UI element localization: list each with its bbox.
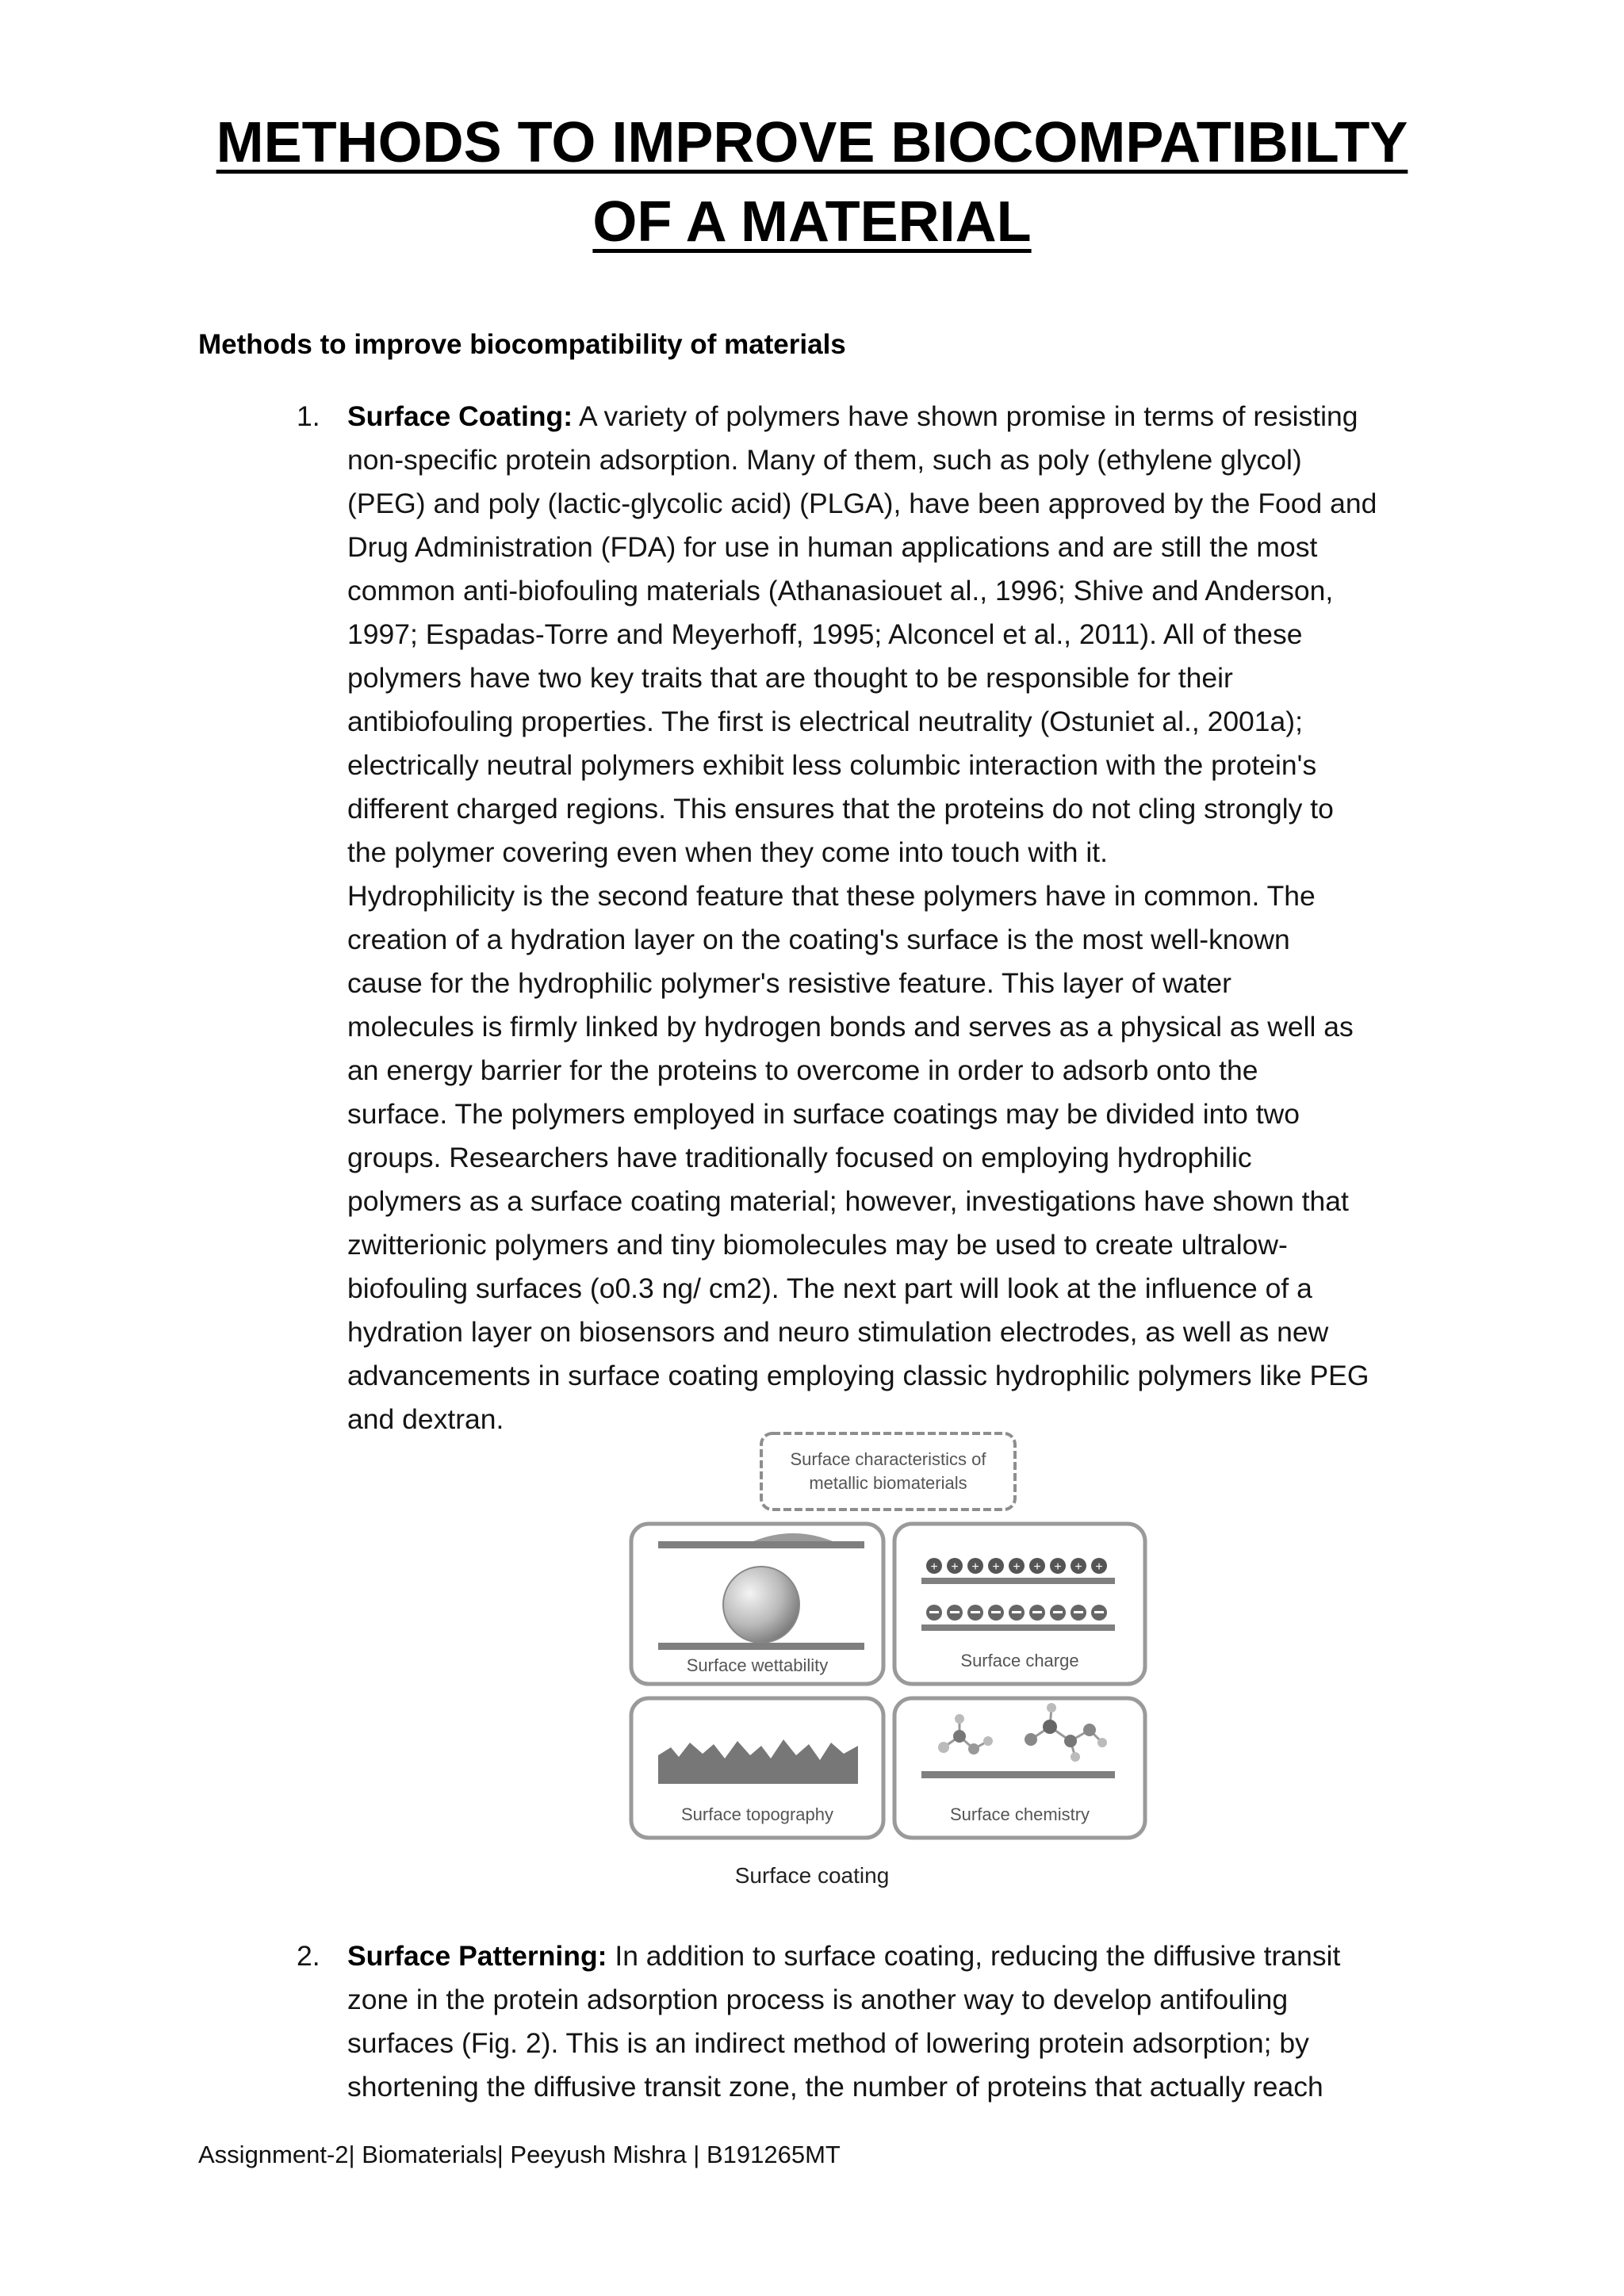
bottom-substrate-bar [658,1643,864,1650]
paragraph-line: zwitterionic polymers and tiny biomolecules may be used to create ultralow- [347,1229,1288,1261]
paragraph-line: creation of a hydration layer on the coating's surface is the most well-known [347,924,1290,955]
paragraph-line: an energy barrier for the proteins to overcome in order to adsorb onto the [347,1054,1258,1086]
paragraph-line: and dextran. [347,1403,504,1435]
label-surface-charge: Surface charge [960,1651,1079,1670]
figure-header-line-2: metallic biomaterials [809,1473,967,1493]
svg-text:+: + [971,1560,979,1574]
label-surface-topography: Surface topography [680,1804,834,1824]
paragraph-line: common anti-biofouling materials (Athanasiouet al., 1996; Shive and Anderson, [347,575,1334,607]
svg-text:+: + [992,1560,1000,1574]
label-surface-chemistry: Surface chemistry [949,1804,1090,1824]
charge-substrate-bottom [921,1624,1115,1631]
paragraph-line: polymers as a surface coating material; however, investigations have shown that [347,1185,1349,1217]
paragraph-line: surfaces (Fig. 2). This is an indirect method of lowering protein adsorption; by [347,2027,1309,2059]
paragraph-line: 1997; Espadas-Torre and Meyerhoff, 1995; Alconcel et al., 2011). All of these [347,618,1303,650]
paragraph-line [347,1934,1442,1978]
paragraph-line: shortening the diffusive transit zone, the number of proteins that actually reach [347,2071,1323,2103]
list-item-surface-coating [297,395,1442,1441]
svg-text:+: + [930,1560,938,1574]
paragraph-line: biofouling surfaces (o0.3 ng/ cm2). The next part will look at the influence of a [347,1272,1312,1304]
paragraph-line: Hydrophilicity is the second feature that these polymers have in common. The [347,880,1316,912]
top-substrate-bar [658,1541,864,1548]
svg-text:+: + [1013,1560,1021,1574]
sphere-icon [723,1567,799,1643]
figure-caption: Surface coating [734,1863,890,1888]
positive-charges [926,1558,1107,1574]
list-item-surface-patterning [297,1934,1442,2109]
paragraph-line: surface. The polymers employed in surface coatings may be divided into two [347,1098,1300,1130]
svg-text:+: + [1033,1560,1041,1574]
svg-text:+: + [1095,1560,1103,1574]
paragraph-line: Drug Administration (FDA) for use in human applications and are still the most [347,531,1318,563]
paragraph-line: different charged regions. This ensures that the proteins do not cling strongly to [347,793,1334,825]
title-line-1: METHODS TO IMPROVE BIOCOMPATIBILTY [216,111,1408,174]
figure-header-line-1: Surface characteristics of [790,1449,986,1469]
title-line-2: OF A MATERIAL [592,190,1032,254]
paragraph-surface-coating [347,395,1442,1441]
surface-characteristics-figure [626,1429,1150,1857]
paragraph-line: antibiofouling properties. The first is electrical neutrality (Ostuniet al., 2001a); [347,706,1303,737]
paragraph-line: polymers have two key traits that are thought to be responsible for their [347,662,1233,694]
paragraph-line: electrically neutral polymers exhibit less columbic interaction with the protein's [347,749,1317,781]
label-surface-wettability: Surface wettability [686,1655,829,1675]
negative-charges [926,1605,1107,1621]
paragraph-line: (PEG) and poly (lactic-glycolic acid) (PLGA), have been approved by the Food and [347,488,1377,519]
paragraph-line: non-specific protein adsorption. Many of them, such as poly (ethylene glycol) [347,444,1302,476]
svg-text:+: + [951,1560,959,1574]
chemistry-substrate-bar [921,1771,1115,1778]
charge-substrate-top [921,1578,1115,1584]
page-title [119,103,1505,262]
svg-text:+: + [1074,1560,1082,1574]
paragraph-line: hydration layer on biosensors and neuro stimulation electrodes, as well as new [347,1316,1329,1348]
list-item-number: 1. [297,400,320,432]
figure-diagram [626,1429,1150,1857]
paragraph-line: advancements in surface coating employing classic hydrophilic polymers like PEG [347,1360,1369,1391]
line-text: A variety of polymers have shown promise in terms of resisting [573,400,1358,432]
paragraph-surface-patterning [347,1934,1442,2109]
paragraph-line: molecules is firmly linked by hydrogen bonds and serves as a physical as well as [347,1011,1354,1043]
paragraph-line: cause for the hydrophilic polymer's resistive feature. This layer of water [347,967,1231,999]
section-subheading: Methods to improve biocompatibility of materials [198,329,846,360]
paragraph-line: the polymer covering even when they come into touch with it. [347,836,1109,868]
figure-header-box [761,1433,1015,1510]
paragraph-line [347,395,1442,438]
paragraph-line: zone in the protein adsorption process is another way to develop antifouling [347,1984,1289,2015]
list-item-number: 2. [297,1940,320,1972]
paragraph-line: groups. Researchers have traditionally focused on employing hydrophilic [347,1142,1252,1173]
item-heading: Surface Coating: [347,400,573,432]
page-footer: Assignment-2| Biomaterials| Peeyush Mishra | B191265MT [198,2141,841,2168]
svg-text:+: + [1054,1560,1062,1574]
line-text: In addition to surface coating, reducing the diffusive transit [607,1940,1341,1972]
item-heading: Surface Patterning: [347,1940,607,1972]
